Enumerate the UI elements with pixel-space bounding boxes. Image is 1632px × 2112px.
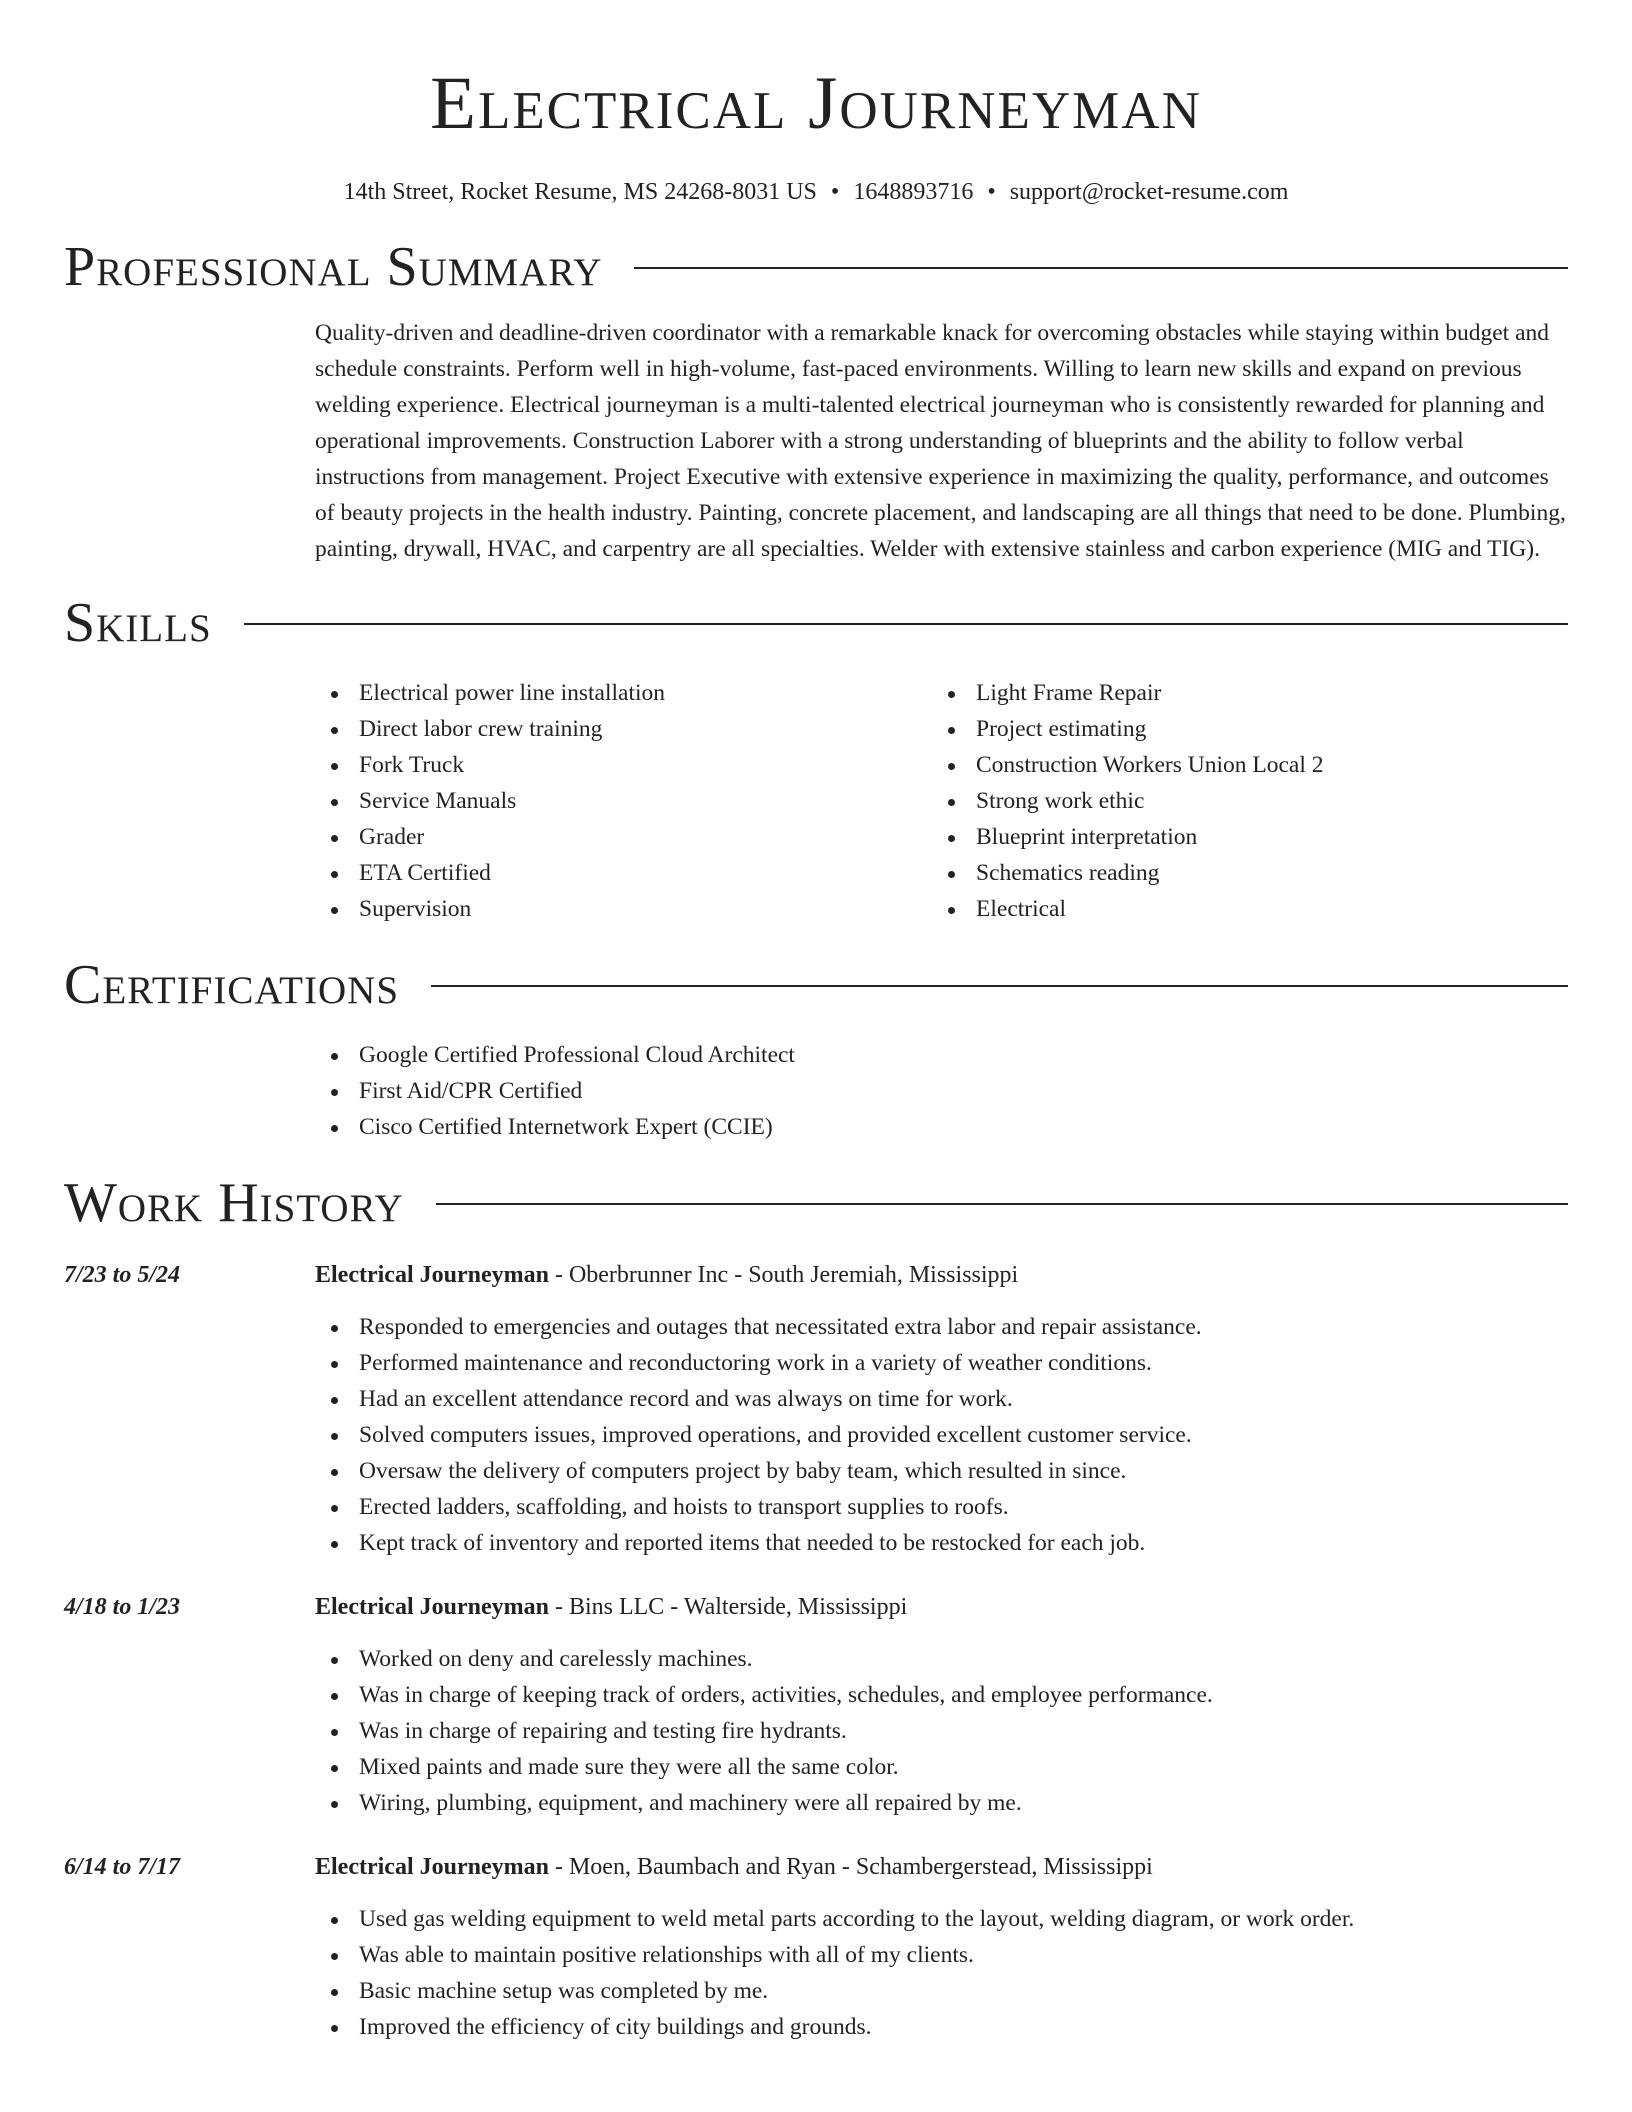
job-duty-item: Wiring, plumbing, equipment, and machinery were all repaired by me. [315, 1785, 1568, 1821]
job-details: - Moen, Baumbach and Ryan - Schambergerstead, Mississippi [548, 1854, 1153, 1880]
job-duty-item: Worked on deny and carelessly machines. [315, 1641, 1568, 1677]
job-duty-item: Was in charge of repairing and testing fire hydrants. [315, 1713, 1568, 1749]
section-title-summary: Professional Summary [64, 236, 603, 298]
job-title: Electrical Journeyman [315, 1262, 549, 1288]
resume-page [64, 0, 1568, 2045]
job-duty-item: Used gas welding equipment to weld metal parts according to the layout, welding diagram, or work order. [315, 1901, 1568, 1937]
contact-line [64, 177, 1568, 207]
skills-column-left [315, 675, 932, 927]
job-header [64, 1851, 1568, 1883]
skill-item: Blueprint interpretation [932, 819, 1549, 855]
job-title: Electrical Journeyman [315, 1854, 549, 1880]
job-duties [315, 1309, 1568, 1561]
resume-name: Electrical Journeyman [430, 62, 1202, 145]
skill-item: Fork Truck [315, 747, 932, 783]
skill-item: Electrical [932, 891, 1549, 927]
contact-phone: 1648893716 [853, 179, 974, 205]
contact-email: support@rocket-resume.com [1009, 179, 1289, 205]
job-duty-item: Oversaw the delivery of computers project by baby team, which resulted in since. [315, 1453, 1568, 1489]
contact-address: 14th Street, Rocket Resume, MS 24268-8031 US [343, 179, 817, 205]
job-entry [64, 1851, 1568, 2045]
skills-list [315, 675, 1568, 927]
section-divider [244, 623, 1568, 625]
work-section-header [64, 1171, 1568, 1235]
job-duty-item: Performed maintenance and reconductoring work in a variety of weather conditions. [315, 1345, 1568, 1381]
job-duty-item: Kept track of inventory and reported items that needed to be restocked for each job. [315, 1525, 1568, 1561]
skill-item: Schematics reading [932, 855, 1549, 891]
summary-text: Quality-driven and deadline-driven coordinator with a remarkable knack for overcoming obstacles while staying within budget and schedule constraints. Perform well in high-volume, fast-paced environments. Willing to learn new skills and expand on previous welding experience. Electrical journeyman is a multi-talented electrical journeyman who is consistently rewarded for planning and operational improvements. Construction Laborer with a strong understanding of blueprints and the ability to follow verbal instructions from management. Project Executive with extensive experience in maximizing the quality, performance, and outcomes of beauty projects in the health industry. Painting, concrete placement, and landscaping are all things that need to be done. Plumbing, painting, drywall, HVAC, and carpentry are all specialties. Welder with extensive stainless and carbon experience (MIG and TIG). [315, 320, 1566, 562]
job-duties [315, 1901, 1568, 2045]
job-details: - Oberbrunner Inc - South Jeremiah, Mississippi [548, 1262, 1019, 1288]
section-divider [431, 985, 1568, 987]
job-dates: 7/23 to 5/24 [64, 1262, 181, 1288]
job-duty-item: Responded to emergencies and outages that necessitated extra labor and repair assistance. [315, 1309, 1568, 1345]
contact-separator: • [830, 179, 840, 205]
certifications-section-header [64, 953, 1568, 1017]
skill-item: Grader [315, 819, 932, 855]
job-header [64, 1591, 1568, 1623]
job-heading [315, 1259, 1018, 1291]
skill-item: Strong work ethic [932, 783, 1549, 819]
certification-item: First Aid/CPR Certified [315, 1073, 1568, 1109]
skill-item: ETA Certified [315, 855, 932, 891]
certification-item: Cisco Certified Internetwork Expert (CCIE) [315, 1109, 1568, 1145]
section-divider [634, 267, 1568, 269]
job-duty-item: Erected ladders, scaffolding, and hoists to transport supplies to roofs. [315, 1489, 1568, 1525]
job-entry [64, 1259, 1568, 1561]
certifications-list [315, 1037, 1568, 1145]
job-duty-item: Improved the efficiency of city buildings and grounds. [315, 2009, 1568, 2045]
job-duties [315, 1641, 1568, 1821]
skill-item: Supervision [315, 891, 932, 927]
job-heading [315, 1851, 1153, 1883]
skill-item: Construction Workers Union Local 2 [932, 747, 1549, 783]
contact-separator: • [987, 179, 996, 205]
skill-item: Project estimating [932, 711, 1549, 747]
skills-column-right [932, 675, 1549, 927]
job-duty-item: Was in charge of keeping track of orders, activities, schedules, and employee performance. [315, 1677, 1568, 1713]
job-entry [64, 1591, 1568, 1821]
job-title: Electrical Journeyman [315, 1594, 549, 1620]
job-dates: 6/14 to 7/17 [64, 1854, 181, 1880]
section-title-work-history: Work History [64, 1172, 404, 1234]
section-title-certifications: Certifications [64, 954, 400, 1016]
job-dates: 4/18 to 1/23 [64, 1594, 181, 1620]
section-divider [436, 1203, 1568, 1205]
skill-item: Direct labor crew training [315, 711, 932, 747]
job-heading [315, 1591, 907, 1623]
section-title-skills: Skills [64, 592, 212, 654]
skills-section-header [64, 591, 1568, 655]
summary-section-header [64, 235, 1568, 299]
job-duty-item: Mixed paints and made sure they were all the same color. [315, 1749, 1568, 1785]
job-duty-item: Was able to maintain positive relationships with all of my clients. [315, 1937, 1568, 1973]
job-details: - Bins LLC - Walterside, Mississippi [548, 1594, 908, 1620]
certification-item: Google Certified Professional Cloud Architect [315, 1037, 1568, 1073]
summary-block [315, 315, 1568, 567]
job-duty-item: Had an excellent attendance record and was always on time for work. [315, 1381, 1568, 1417]
skill-item: Electrical power line installation [315, 675, 932, 711]
job-duty-item: Solved computers issues, improved operations, and provided excellent customer service. [315, 1417, 1568, 1453]
skill-item: Service Manuals [315, 783, 932, 819]
skill-item: Light Frame Repair [932, 675, 1549, 711]
job-header [64, 1259, 1568, 1291]
job-duty-item: Basic machine setup was completed by me. [315, 1973, 1568, 2009]
